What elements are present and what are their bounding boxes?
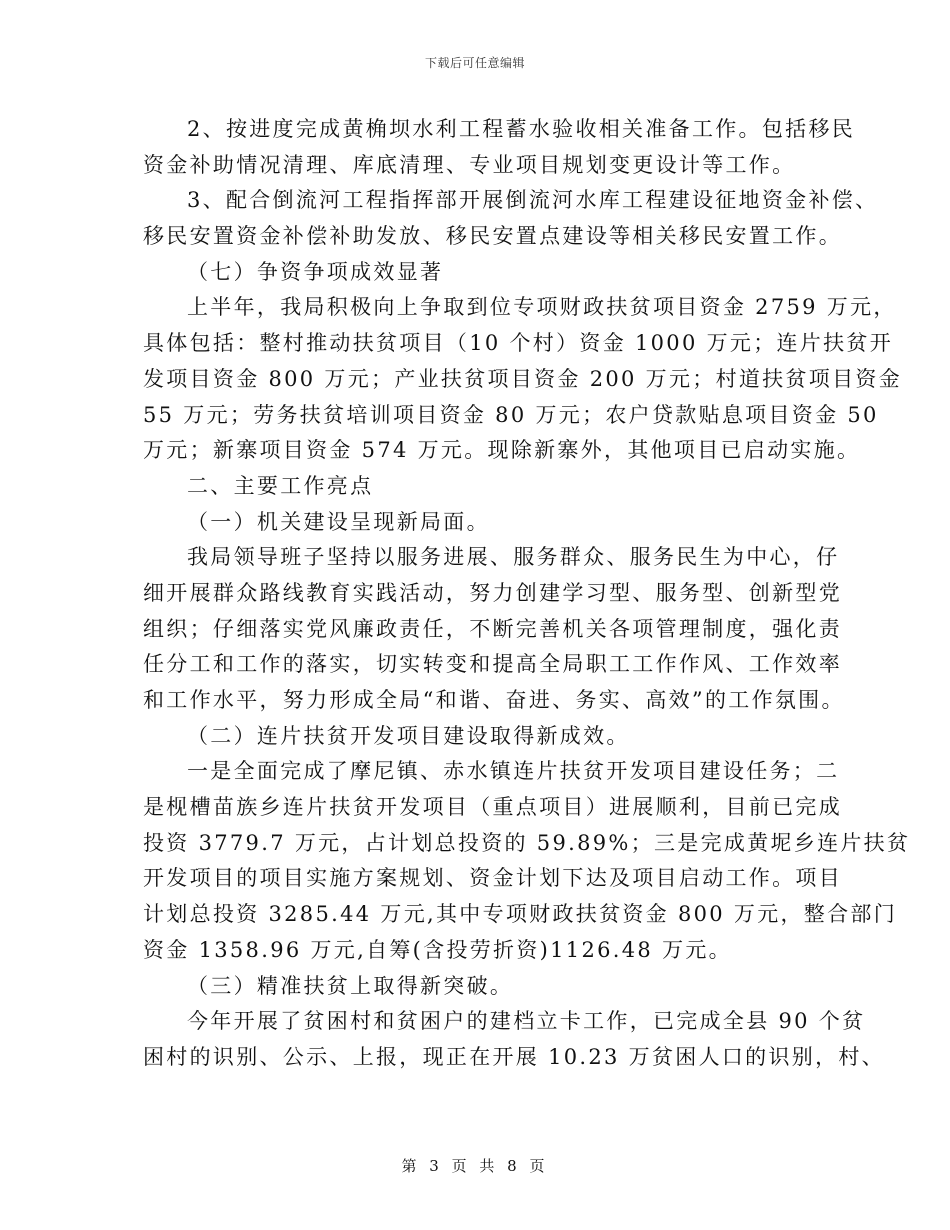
text-line: 资金 1358.96 万元,自筹(含投劳折资)1126.48 万元。 [143,937,732,962]
text-line: 3、配合倒流河工程指挥部开展倒流河水库工程建设征地资金补偿、 [187,188,879,213]
text-line: 和工作水平，努力形成全局“和谐、奋进、务实、高效”的工作氛围。 [143,688,845,712]
text-line: 上半年，我局积极向上争取到位专项财政扶贫项目资金 2759 万元， [187,295,897,320]
text-line: 发项目资金 800 万元；产业扶贫项目资金 200 万元；村道扶贫项目资金 [143,366,902,391]
text-line: 二、主要工作亮点 [187,473,374,498]
text-line: 2、按进度完成黄桷坝水利工程蓄水验收相关准备工作。包括移民 [187,117,856,141]
text-line: 移民安置资金补偿补助发放、移民安置点建设等相关移民安置工作。 [143,224,842,249]
text-line: 投资 3779.7 万元，占计划总投资的 59.89%；三是完成黄坭乡连片扶贫 [143,830,911,855]
text-line: （一）机关建设呈现新局面。 [187,509,490,534]
header-note: 下载后可任意编辑 [424,56,525,70]
page-footer: 第 3 页 共 8 页 [401,1157,549,1175]
text-line: 资金补助情况清理、库底清理、专业项目规划变更设计等工作。 [143,152,796,177]
text-line: 困村的识别、公示、上报，现正在开展 10.23 万贫困人口的识别，村、 [143,1044,885,1069]
text-line: 计划总投资 3285.44 万元,其中专项财政扶贫资金 800 万元，整合部门 [143,902,897,927]
text-line: 任分工和工作的落实，切实转变和提高全局职工工作作风、工作效率 [143,652,842,677]
text-line: （三）精准扶贫上取得新突破。 [187,973,514,998]
text-line: 组织；仔细落实党风廉政责任，不断完善机关各项管理制度，强化责 [143,616,842,641]
text-line: （二）连片扶贫开发项目建设取得新成效。 [187,723,630,748]
text-line: 是枧槽苗族乡连片扶贫开发项目（重点项目）进展顺利，目前已完成 [143,795,842,820]
text-line: 具体包括：整村推动扶贫项目（10 个村）资金 1000 万元；连片扶贫开 [143,331,893,356]
text-line: 开发项目的项目实施方案规划、资金计划下达及项目启动工作。项目 [143,866,842,891]
body-text [143,112,911,1076]
text-line: 55 万元；劳务扶贫培训项目资金 80 万元；农户贷款贴息项目资金 50 [143,402,879,427]
text-line: 我局领导班子坚持以服务进展、服务群众、服务民生为中心，仔 [187,545,840,570]
text-line: 细开展群众路线教育实践活动，努力创建学习型、服务型、创新型党 [143,580,842,605]
text-line: 今年开展了贫困村和贫困户的建档立卡工作，已完成全县 90 个贫 [187,1009,866,1034]
text-line: 万元；新寨项目资金 574 万元。现除新寨外，其他项目已启动实施。 [143,438,861,463]
text-line: 一是全面完成了摩尼镇、赤水镇连片扶贫开发项目建设任务；二 [187,759,840,784]
text-line: （七）争资争项成效显著 [187,259,444,284]
